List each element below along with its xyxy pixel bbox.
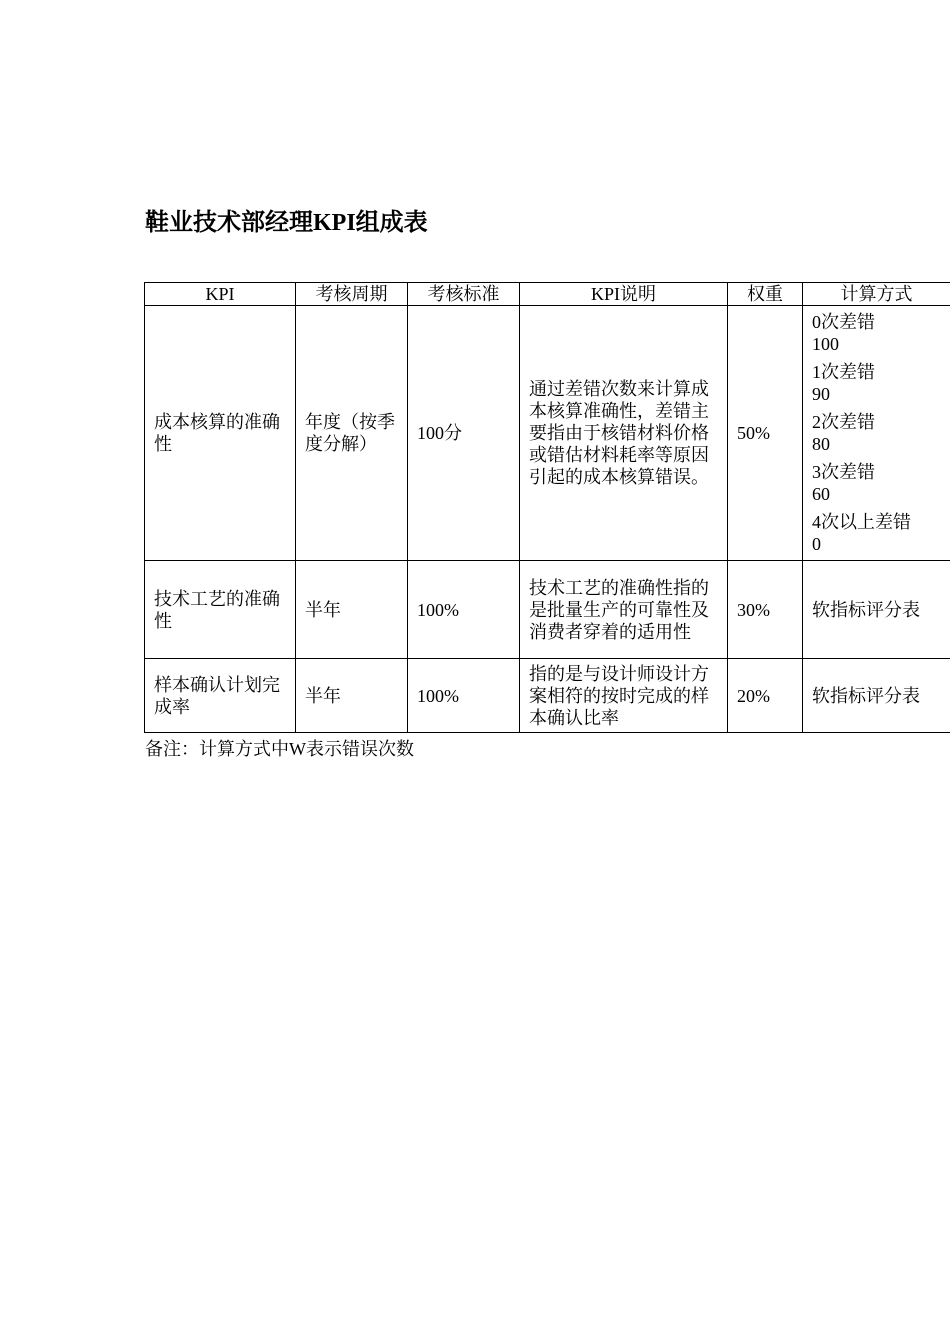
cell-kpi: 技术工艺的准确性 bbox=[145, 561, 296, 659]
cell-standard: 100分 bbox=[408, 306, 520, 561]
cell-weight: 50% bbox=[728, 306, 803, 561]
calc-rule-score: 0 bbox=[812, 534, 821, 554]
calc-rule-condition: 1次差错 bbox=[812, 362, 875, 382]
header-kpi: KPI bbox=[145, 283, 296, 306]
calc-rule-item bbox=[812, 461, 950, 505]
kpi-table bbox=[144, 282, 950, 733]
cell-weight: 30% bbox=[728, 561, 803, 659]
cell-calc-method: 软指标评分表 bbox=[803, 659, 950, 733]
cell-calc-method bbox=[803, 306, 950, 561]
header-period: 考核周期 bbox=[296, 283, 408, 306]
header-calc-method: 计算方式 bbox=[803, 283, 950, 306]
calc-rule-score: 100 bbox=[812, 334, 839, 354]
table-row bbox=[145, 306, 950, 561]
cell-description: 技术工艺的准确性指的是批量生产的可靠性及消费者穿着的适用性 bbox=[520, 561, 728, 659]
calc-rule-condition: 3次差错 bbox=[812, 462, 875, 482]
cell-kpi: 样本确认计划完成率 bbox=[145, 659, 296, 733]
calc-rule-condition: 2次差错 bbox=[812, 412, 875, 432]
cell-period: 半年 bbox=[296, 659, 408, 733]
table-row bbox=[145, 659, 950, 733]
header-weight: 权重 bbox=[728, 283, 803, 306]
calc-rule-condition: 4次以上差错 bbox=[812, 512, 911, 532]
cell-kpi: 成本核算的准确性 bbox=[145, 306, 296, 561]
calc-rule-score: 80 bbox=[812, 434, 830, 454]
cell-weight: 20% bbox=[728, 659, 803, 733]
header-standard: 考核标准 bbox=[408, 283, 520, 306]
cell-calc-method: 软指标评分表 bbox=[803, 561, 950, 659]
cell-standard: 100% bbox=[408, 561, 520, 659]
document-title: 鞋业技术部经理KPI组成表 bbox=[145, 210, 428, 236]
calc-rule-condition: 0次差错 bbox=[812, 312, 875, 332]
cell-description: 通过差错次数来计算成本核算准确性，差错主要指由于核错材料价格或错估材料耗率等原因引起的成本核算错误。 bbox=[520, 306, 728, 561]
calc-rule-item bbox=[812, 361, 950, 405]
calc-rule-list bbox=[812, 311, 950, 555]
table-row bbox=[145, 561, 950, 659]
calc-rule-item bbox=[812, 311, 950, 355]
table-header-row bbox=[145, 283, 950, 306]
calc-rule-score: 90 bbox=[812, 384, 830, 404]
cell-period: 半年 bbox=[296, 561, 408, 659]
cell-standard: 100% bbox=[408, 659, 520, 733]
calc-rule-item bbox=[812, 411, 950, 455]
header-description: KPI说明 bbox=[520, 283, 728, 306]
calc-rule-score: 60 bbox=[812, 484, 830, 504]
table-footnote: 备注：计算方式中W表示错误次数 bbox=[145, 739, 414, 759]
cell-period: 年度（按季度分解） bbox=[296, 306, 408, 561]
cell-description: 指的是与设计师设计方案相符的按时完成的样本确认比率 bbox=[520, 659, 728, 733]
calc-rule-item bbox=[812, 511, 950, 555]
